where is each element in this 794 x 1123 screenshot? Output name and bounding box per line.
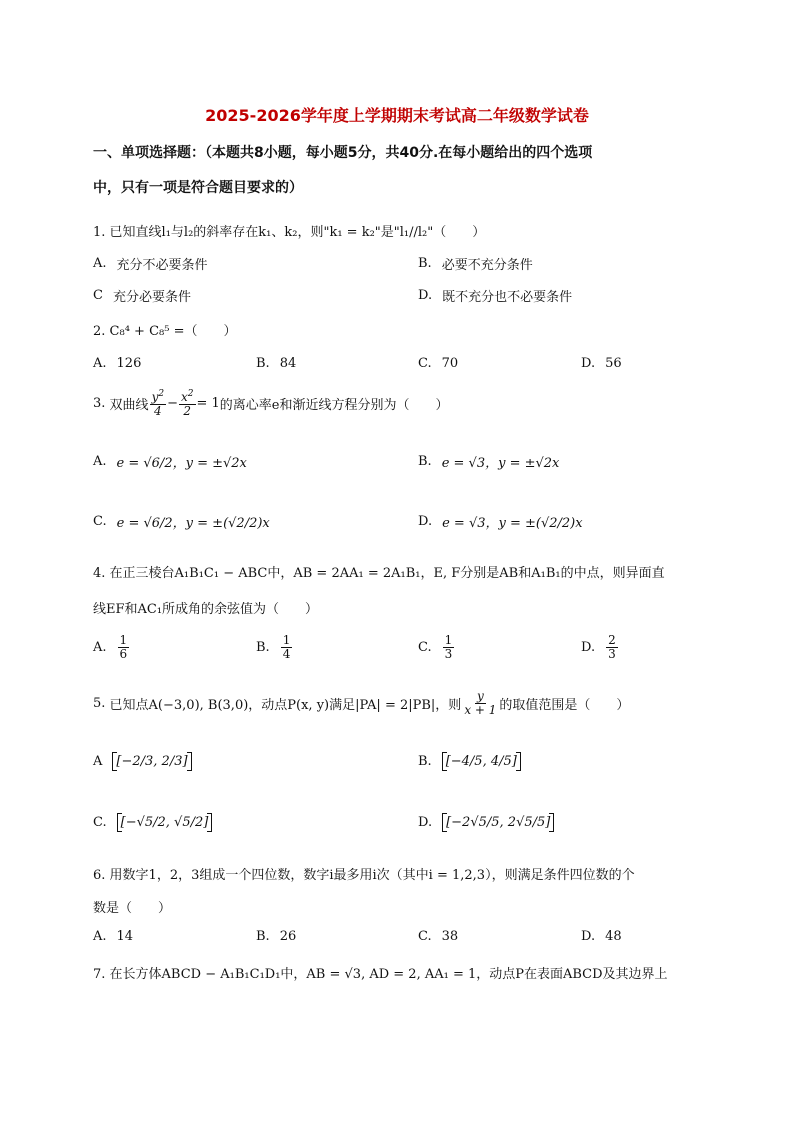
option-label: D.	[418, 288, 433, 303]
q2-option-a[interactable]: A. 126	[93, 356, 142, 371]
fraction	[443, 634, 455, 660]
section-heading-line1: 一、单项选择题：（本题共8小题，每小题5分，共40分.在每小题给出的四个选项	[93, 145, 593, 161]
denominator: x + 1	[464, 702, 497, 717]
question-7-text: 在长方体ABCD − A₁B₁C₁D₁中，AB = √3, AD = 2, AA₁ = 1，动点P在表面ABCD及其边界上	[109, 967, 668, 982]
fraction	[462, 690, 498, 716]
q4-option-a[interactable]: A. $\frac{1}{6}$	[93, 633, 128, 661]
option-label: B.	[418, 754, 432, 769]
option-text: [−4/5, 4/5]	[442, 752, 521, 771]
option-text: 48	[605, 929, 622, 944]
question-6-line2: 数是（ ）	[93, 901, 172, 916]
section-heading-line2: 中，只有一项是符合题目要求的）	[93, 180, 303, 196]
option-text: 26	[279, 929, 297, 944]
fraction: $\frac{x^2}{2}$	[180, 389, 194, 418]
question-number: 4.	[93, 566, 106, 581]
option-text: 126	[116, 356, 142, 371]
fraction	[606, 634, 618, 660]
option-label: A.	[93, 256, 107, 271]
q6-option-a[interactable]: A. 14	[93, 929, 134, 944]
option-label: C	[93, 288, 103, 303]
q4-option-c[interactable]: C. $\frac{1}{3}$	[418, 633, 453, 661]
q5-option-b[interactable]	[418, 752, 521, 771]
denominator: 4	[282, 646, 291, 661]
option-text: 56	[605, 356, 622, 371]
question-4-line2: 线EF和AC₁所成角的余弦值为（ ）	[93, 602, 319, 617]
q3-option-c[interactable]: C. e = √6/2，y = ±(√2/2)x	[93, 514, 270, 531]
option-text: 充分必要条件	[112, 290, 191, 305]
question-6-line1	[93, 864, 635, 883]
option-text: [−2/3, 2/3]	[112, 752, 191, 771]
option-text: [−2√5/5, 2√5/5]	[442, 813, 554, 832]
exam-title: 2025-2026学年度上学期期末考试高二年级数学试卷	[205, 106, 589, 125]
denominator: 3	[444, 646, 453, 661]
option-text: 84	[279, 356, 297, 371]
q5-option-d[interactable]	[418, 813, 554, 832]
question-5-post: 的取值范围是（ ）	[499, 697, 630, 713]
question-3-pre: 双曲线	[109, 398, 149, 414]
option-label: A	[93, 754, 103, 769]
question-1	[93, 221, 485, 240]
question-5-pre: 已知点A(−3,0), B(3,0)，动点P(x, y)满足|PA| = 2|PB|，则	[109, 697, 462, 713]
numerator: 2	[608, 633, 616, 647]
q2-option-d[interactable]: D. 56	[581, 356, 622, 371]
option-label: D.	[418, 815, 433, 830]
question-4-text: 在正三棱台A₁B₁C₁ − ABC中，AB = 2AA₁ = 2A₁B₁，E, F分别是AB和A₁B₁的中点，则异面直	[109, 566, 665, 581]
question-2	[93, 320, 236, 339]
denominator: 3	[608, 646, 616, 661]
q1-option-a[interactable]	[93, 254, 208, 273]
option-text: e = √6/2，y = ±(√2/2)x	[116, 516, 270, 531]
question-2-text: C₈⁴ + C₈⁵ =（ ）	[109, 324, 237, 339]
option-text: 充分不必要条件	[116, 258, 208, 273]
option-label: B.	[418, 256, 432, 271]
q4-option-d[interactable]: D. $\frac{2}{3}$	[581, 633, 616, 661]
numerator: 1	[119, 633, 128, 647]
q1-option-d[interactable]	[418, 286, 572, 305]
q1-option-c[interactable]	[93, 286, 191, 305]
question-number: 1.	[93, 225, 106, 240]
question-3-post: 的离心率e和渐近线方程分别为（ ）	[219, 398, 449, 414]
question-5	[93, 690, 629, 716]
question-number: 2.	[93, 324, 106, 339]
q6-option-b[interactable]: B. 26	[256, 929, 297, 944]
q2-option-c[interactable]: C. 70	[418, 356, 459, 371]
fraction	[281, 634, 293, 660]
numerator: 1	[282, 633, 291, 647]
q3-option-b[interactable]: B. e = √3，y = ±√2x	[418, 454, 560, 471]
option-text: [−√5/2, √5/2]	[117, 813, 213, 832]
q4-option-b[interactable]: B. $\frac{1}{4}$	[256, 633, 291, 661]
question-4-line1	[93, 562, 665, 581]
q3-option-a[interactable]: A. e = √6/2，y = ±√2x	[93, 454, 247, 471]
option-text: 既不充分也不必要条件	[442, 290, 573, 305]
question-number: 5.	[93, 695, 106, 711]
question-1-text: 已知直线l₁与l₂的斜率存在k₁、k₂，则"k₁ = k₂"是"l₁//l₂"（ ）	[109, 225, 486, 240]
numerator: 1	[444, 633, 453, 647]
option-label: C.	[93, 815, 107, 830]
question-6-text: 用数字1，2，3组成一个四位数，数字i最多用i次（其中i = 1,2,3），则满足条件四位数的个	[109, 868, 635, 883]
option-text: 70	[441, 356, 459, 371]
option-text: 必要不充分条件	[441, 258, 533, 273]
fraction	[118, 634, 130, 660]
q1-option-b[interactable]	[418, 254, 533, 273]
question-number: 6.	[93, 868, 106, 883]
q6-option-d[interactable]: D. 48	[581, 929, 622, 944]
q6-option-c[interactable]: C. 38	[418, 929, 459, 944]
q3-option-d[interactable]: D. e = √3，y = ±(√2/2)x	[418, 514, 583, 531]
option-text: e = √6/2，y = ±√2x	[116, 456, 247, 471]
question-number: 3.	[93, 396, 106, 412]
option-text: 38	[441, 929, 459, 944]
denominator: 6	[119, 646, 128, 661]
option-text: e = √3，y = ±√2x	[441, 456, 560, 471]
question-number: 7.	[93, 967, 106, 982]
question-7-line1	[93, 963, 668, 982]
option-text: 14	[116, 929, 134, 944]
question-3: 3. 双曲线 $\frac{y^2}{4}$ − $\frac{x^2}{2}$ = 1 的离心率e和渐近线方程分别为（ ）	[93, 389, 449, 418]
numerator: y	[476, 689, 484, 703]
option-text: e = √3，y = ±(√2/2)x	[442, 516, 583, 531]
q5-option-a[interactable]	[93, 752, 192, 771]
q2-option-b[interactable]: B. 84	[256, 356, 297, 371]
q5-option-c[interactable]	[93, 813, 212, 832]
fraction: $\frac{y^2}{4}$	[151, 389, 165, 418]
